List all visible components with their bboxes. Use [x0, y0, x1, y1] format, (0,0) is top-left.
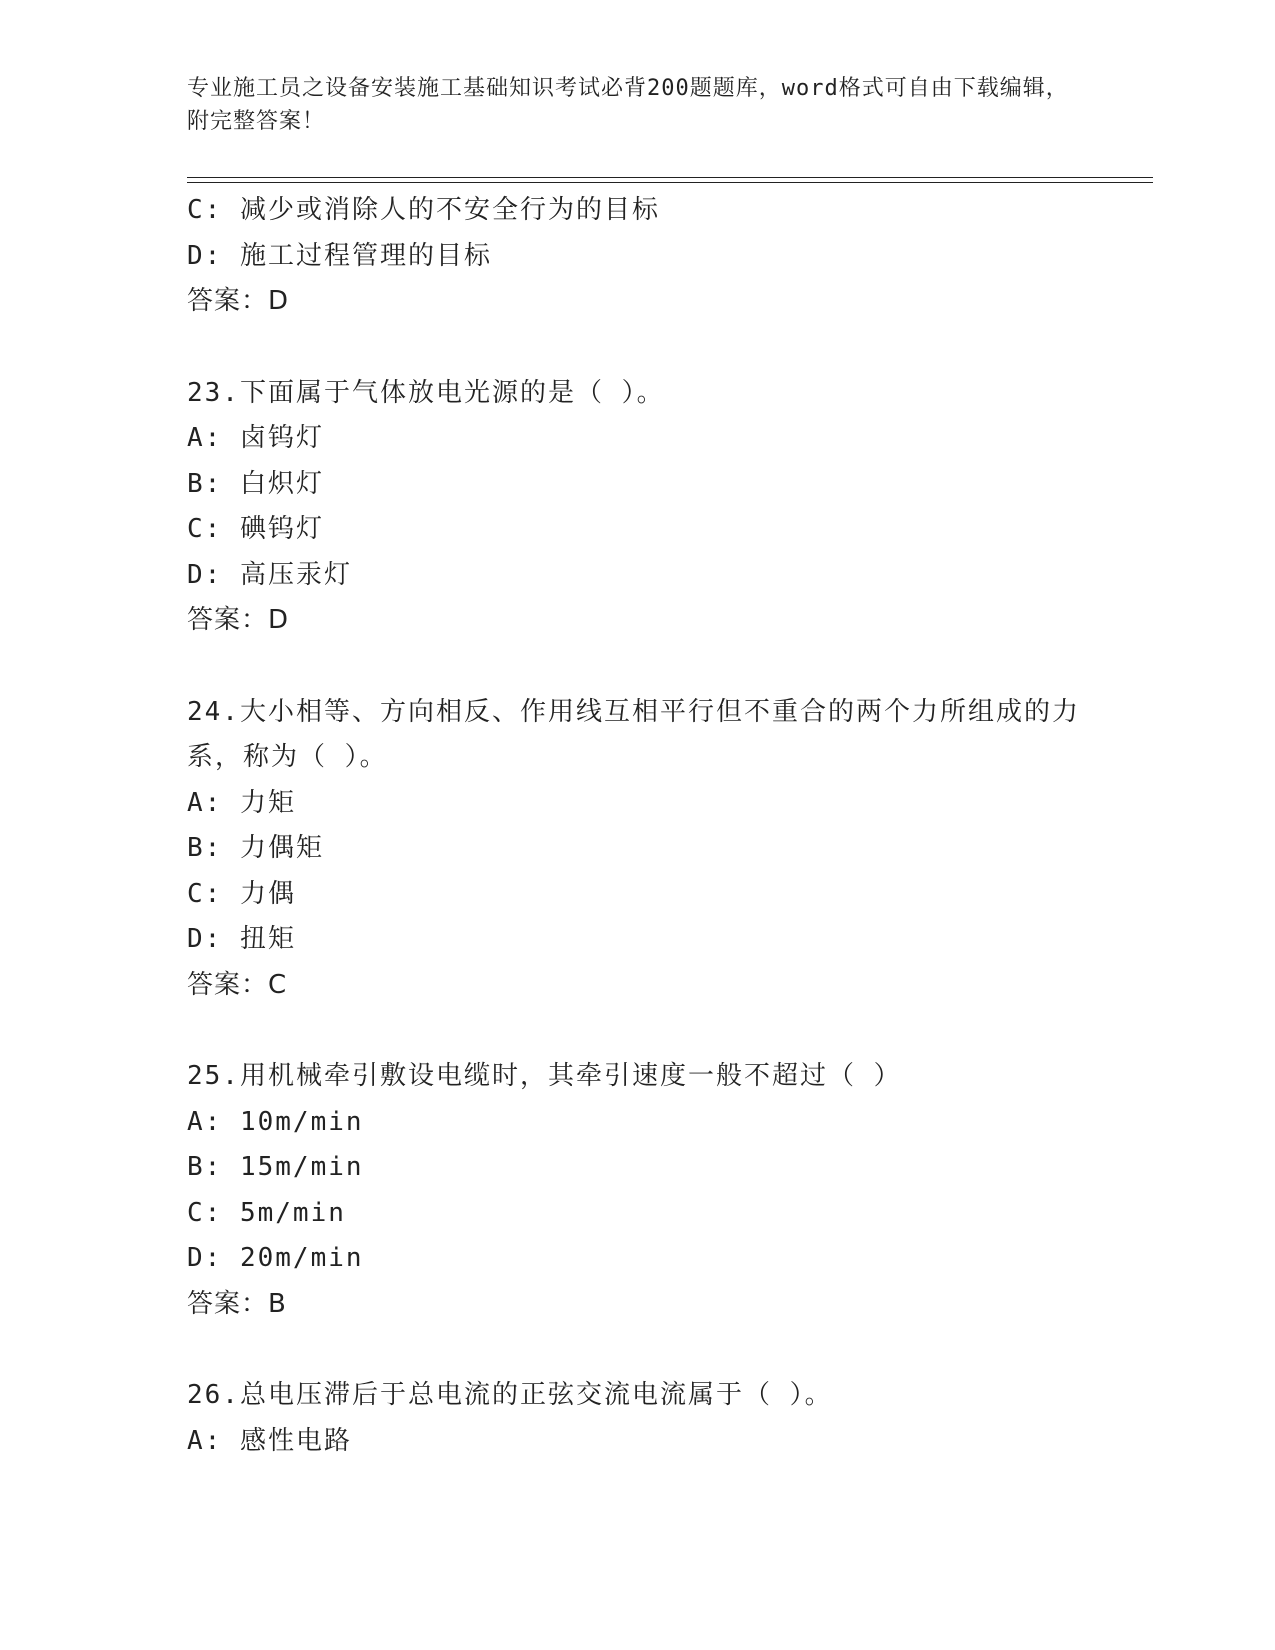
question-spacer	[187, 1008, 1107, 1054]
option-line: D: 扭矩	[187, 924, 296, 954]
question-stem: 26.总电压滞后于总电流的正弦交流电流属于（ ）。	[187, 1380, 833, 1410]
question-spacer	[187, 325, 1107, 371]
option-line: C: 力偶	[187, 878, 296, 909]
option-line: B: 白炽灯	[187, 468, 324, 499]
option-line: A: 卤钨灯	[187, 423, 324, 453]
option-line: C: 5m/min	[187, 1197, 346, 1228]
document-header	[187, 72, 1087, 138]
answer-line: 答案：C	[187, 969, 288, 1000]
question-stem: 23.下面属于气体放电光源的是（ ）。	[187, 377, 665, 408]
question-stem: 25.用机械牵引敷设电缆时，其牵引速度一般不超过（ ）	[187, 1061, 902, 1091]
option-line: A: 感性电路	[187, 1425, 352, 1456]
option-line: C: 减少或消除人的不安全行为的目标	[187, 195, 660, 225]
header-divider-top	[187, 177, 1153, 178]
option-line: A: 力矩	[187, 787, 296, 818]
answer-line: 答案：D	[187, 286, 290, 316]
header-title: 专业施工员之设备安装施工基础知识考试必背200题题库，word格式可自由下载编辑，附完整答案！	[187, 76, 1069, 134]
option-line: B: 15m/min	[187, 1152, 364, 1182]
answer-line: 答案：B	[187, 1288, 287, 1319]
option-line: C: 碘钨灯	[187, 514, 324, 544]
question-stem: 24.大小相等、方向相反、作用线互相平行但不重合的两个力所组成的力系，称为（ ）。	[187, 696, 1080, 772]
option-line: D: 20m/min	[187, 1243, 364, 1273]
header-divider-bottom	[187, 182, 1153, 183]
question-spacer	[187, 1327, 1107, 1373]
question-list	[187, 188, 1107, 1464]
option-line: D: 高压汞灯	[187, 559, 352, 590]
option-line: B: 力偶矩	[187, 833, 324, 863]
option-line: D: 施工过程管理的目标	[187, 240, 492, 271]
question-spacer	[187, 644, 1107, 690]
option-line: A: 10m/min	[187, 1106, 364, 1137]
answer-line: 答案：D	[187, 605, 290, 635]
